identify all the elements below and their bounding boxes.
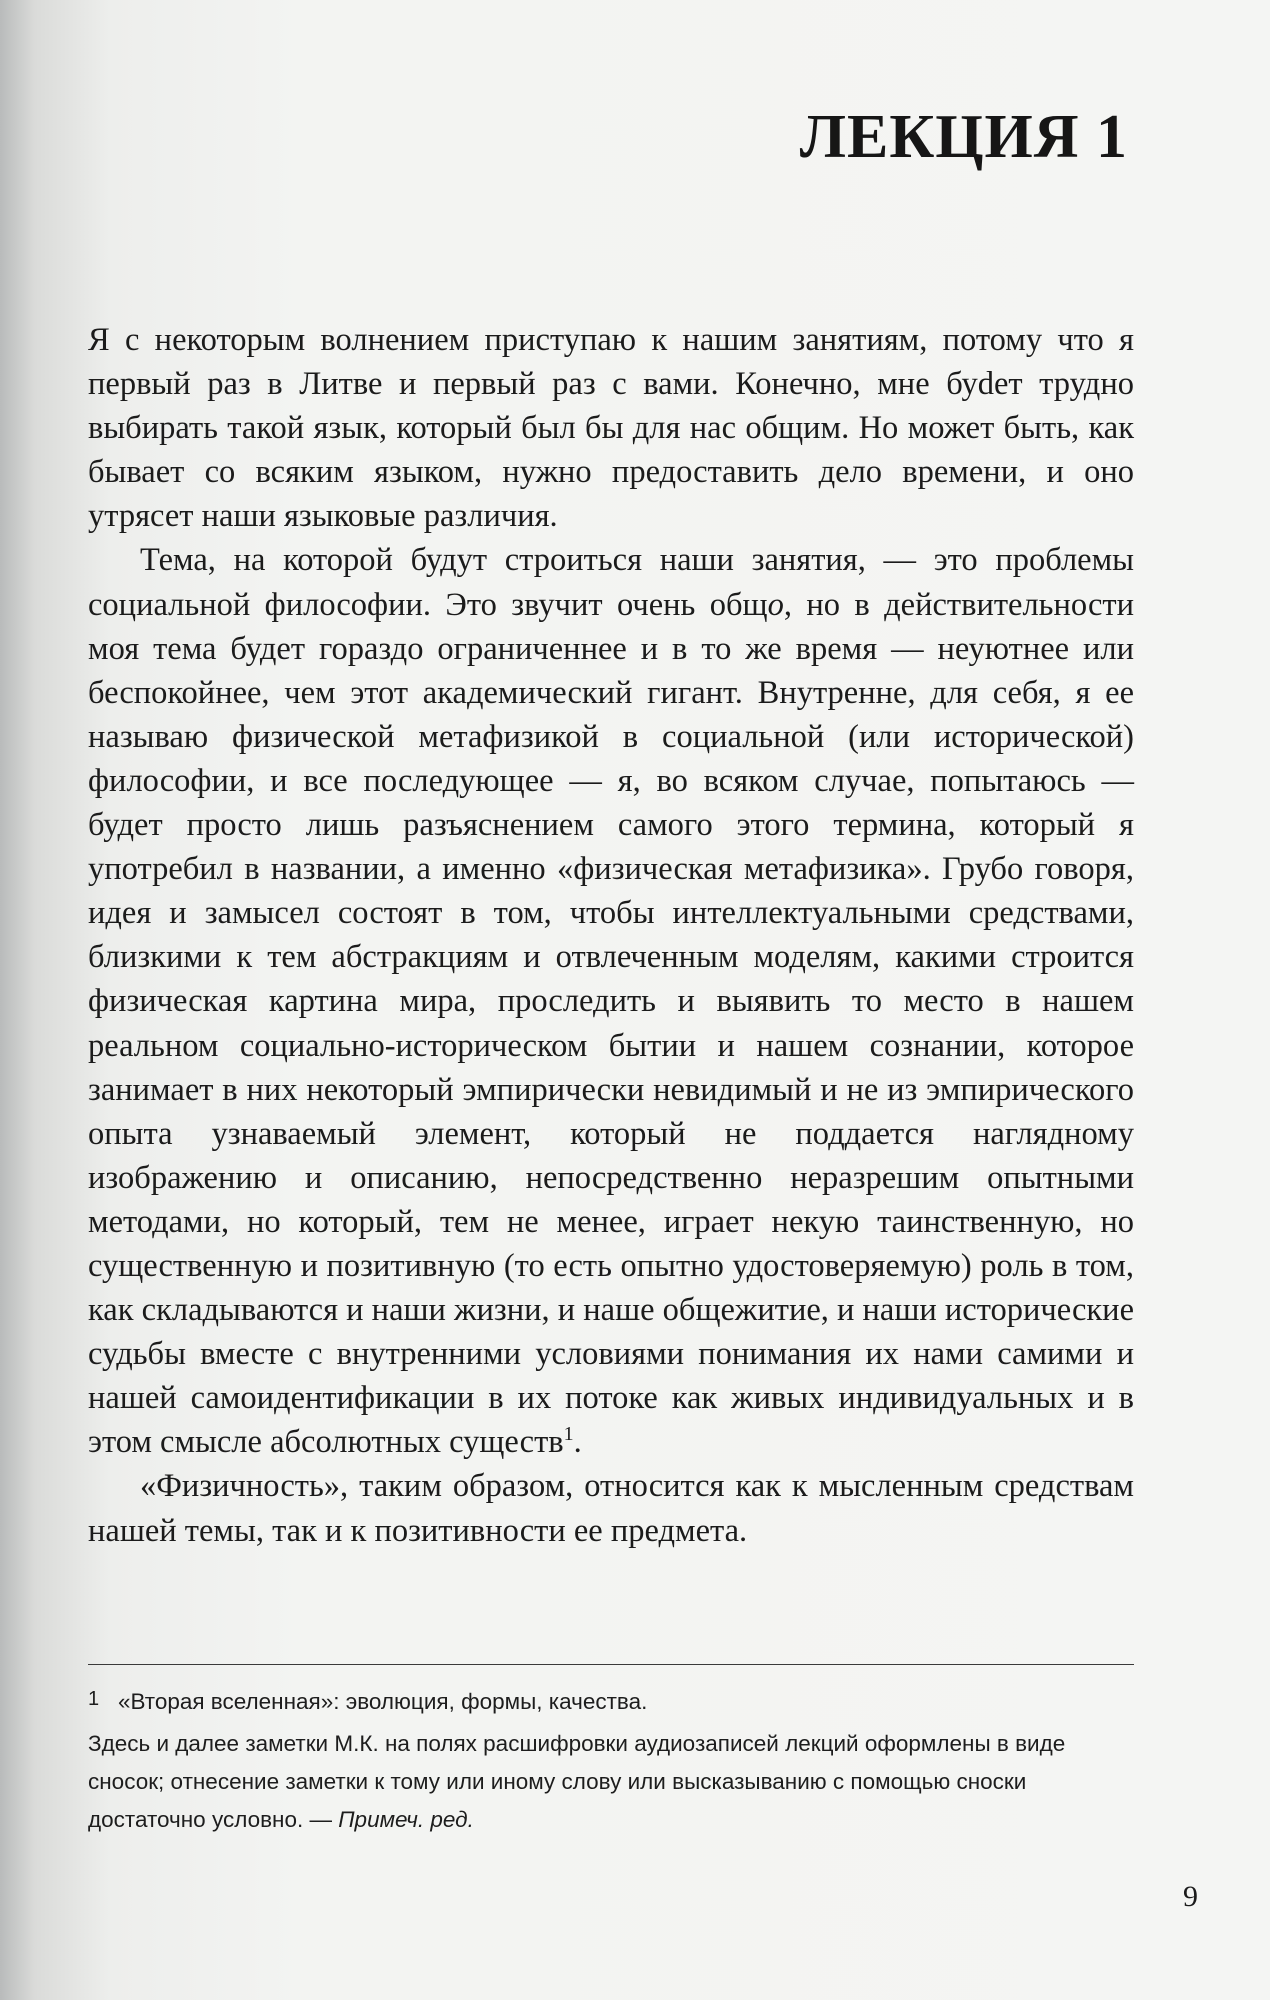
lecture-heading: ЛЕКЦИЯ 1	[799, 103, 1128, 171]
paragraph-2-start: Тема, на которой будут строиться наши занятия, — это проблемы социальной философии. Это звучит очень общ	[88, 542, 1134, 623]
footnote-editor-note	[88, 1725, 1134, 1839]
footnote-divider	[88, 1664, 1134, 1665]
paragraph-3-text: Физичность», таким образом, относится как к мысленным средствам нашей темы, так и к позитивности ее предмета.	[88, 1468, 1134, 1549]
footnote-number: 1	[88, 1688, 100, 1710]
editor-note-sign: Примеч. ред.	[338, 1807, 474, 1832]
paragraph-3-quote: «	[140, 1468, 157, 1505]
paragraph-2-body: , но в действительности моя тема будет гораздо ограниченнее и в то же время — неуютнее или беспокойнее, чем этот академический гигант. Внутренне, для себя, я ее называю физической метафизикой в социальной (или исторической) философии, и все последующее — я, во всяком случае, попытаюсь — будет просто лишь разъяснением самого этого термина, который я употребил в названии, а именно «физическая метафизика». Грубо говоря, идея и замысел состоят в том, чтобы интеллектуальными средствами, близкими к тем абстракциям и отвлеченным моделям, какими строится физическая картина мира, проследить и выявить то место в нашем реальном социально-историческом бытии и нашем сознании, которое занимает в них некоторый эмпирически невидимый и не из эмпирического опыта узнаваемый элемент, который не поддается наглядному изображению и описанию, непосредственно неразрешим опытными методами, но который, тем не менее, играет некую таинственную, но существенную и позитивную (то есть опытно удостоверяемую) роль в том, как складываются и наши жизни, и наше общежитие, и наши исторические судьбы вместе с внутренними условиями понимания их нами самими и нашей самоидентификации в их потоке как живых индивидуальных и в этом смысле абсолютных существ	[88, 586, 1134, 1461]
editor-note-text: Здесь и далее заметки М.К. на полях расшифровки аудиозаписей лекций оформлены в виде сносок; отнесение заметки к тому или иному слову или высказыванию с помощью сноски достаточно условно. —	[88, 1731, 1066, 1832]
paragraph-3	[88, 1464, 1134, 1552]
footnote-1-text: «Вторая вселенная»: эволюция, формы, качества.	[118, 1689, 648, 1714]
paragraph-2	[88, 538, 1134, 1464]
body-text	[88, 318, 1134, 1553]
footnotes	[88, 1680, 1134, 1839]
italic-letter: о	[767, 586, 784, 623]
paragraph-2-end: .	[573, 1424, 582, 1461]
footnote-1	[88, 1680, 1134, 1721]
paragraph-1: Я с некоторым волнением приступаю к нашим занятиям, потому что я первый раз в Литве и первый раз с вами. Конечно, мне буdет трудно выбирать такой язык, который был бы для нас общим. Но может быть, как бывает со всяким языком, нужно предоставить дело времени, и оно утрясет наши языковые различия.	[88, 322, 1134, 535]
footnote-reference[interactable]: 1	[563, 1423, 574, 1446]
page-number: 9	[1183, 1880, 1198, 1913]
